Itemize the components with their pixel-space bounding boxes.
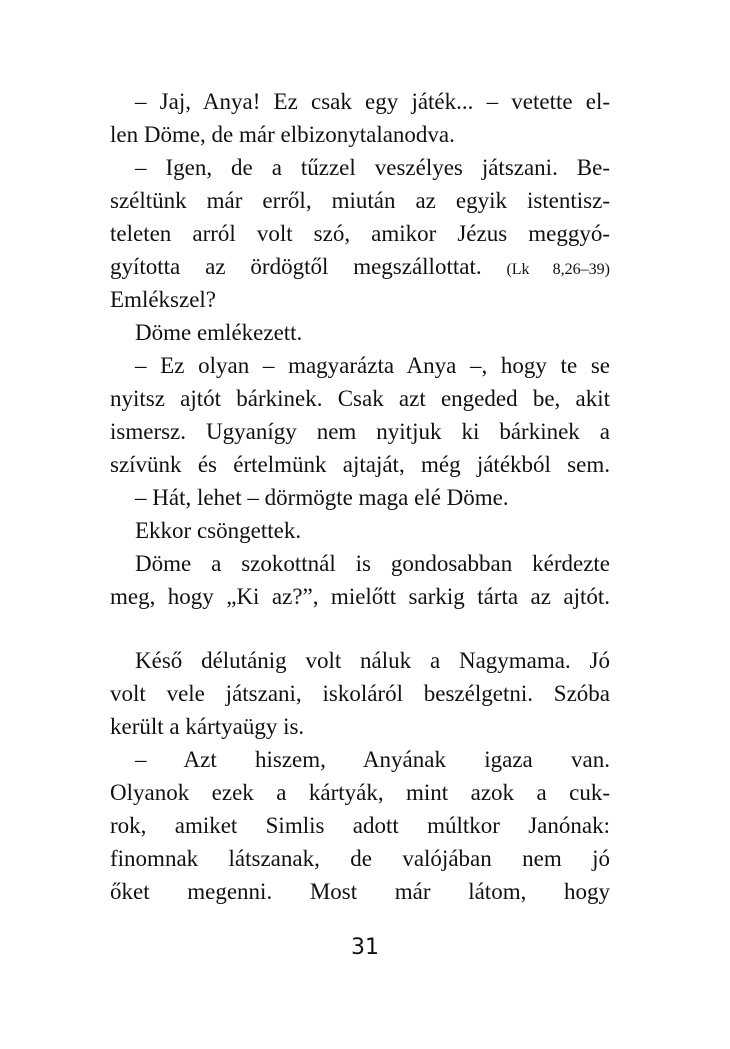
text-line: – Hát, lehet – dörmögte maga elé Döme. bbox=[135, 485, 509, 510]
bible-reference: (Lk 8,26–39) bbox=[506, 261, 610, 278]
text-line: teleten arról volt szó, amikor Jézus meggyó- bbox=[110, 221, 610, 246]
text-line: Döme emlékezett. bbox=[135, 320, 303, 345]
text-line-with-reference bbox=[110, 250, 610, 283]
text-line: meg, hogy „Ki az?”, mielőtt sarkig tárta az ajtót. bbox=[110, 584, 610, 609]
page-number: 31 bbox=[351, 935, 379, 960]
text-line: – Igen, de a tűzzel veszélyes játszani. Be- bbox=[135, 155, 610, 180]
text-line: ismersz. Ugyanígy nem nyitjuk ki bárkinek a bbox=[110, 419, 610, 444]
text-line: szívünk és értelmünk ajtaját, még játékból sem. bbox=[110, 452, 610, 477]
text-line: Késő délutánig volt náluk a Nagymama. Jó bbox=[135, 648, 610, 673]
text-line: – Ez olyan – magyarázta Anya –, hogy te se bbox=[135, 353, 610, 378]
text-line: széltünk már erről, miután az egyik istentisz- bbox=[110, 188, 610, 213]
text-line: Döme a szokottnál is gondosabban kérdezte bbox=[135, 551, 610, 576]
section-break bbox=[110, 613, 610, 644]
text-line: rok, amiket Simlis adott múltkor Janónak: bbox=[110, 813, 610, 838]
body-text bbox=[110, 85, 610, 908]
text-line: került a kártyaügy is. bbox=[110, 714, 305, 739]
text-line: nyitsz ajtót bárkinek. Csak azt engeded be, akit bbox=[110, 386, 610, 411]
text-line: finomnak látszanak, de valójában nem jó bbox=[110, 846, 610, 871]
text-line: – Jaj, Anya! Ez csak egy játék... – vetette el- bbox=[135, 89, 610, 114]
text-line-content: gyította az ördögtől megszállottat. bbox=[110, 254, 482, 279]
text-line: őket megenni. Most már látom, hogy bbox=[110, 879, 610, 904]
text-line: Olyanok ezek a kártyák, mint azok a cuk- bbox=[110, 780, 610, 805]
text-line: volt vele játszani, iskoláról beszélgetni. Szóba bbox=[110, 681, 610, 706]
text-line: Ekkor csöngettek. bbox=[135, 518, 302, 543]
text-line: – Azt hiszem, Anyának igaza van. bbox=[135, 747, 610, 772]
text-line: len Döme, de már elbizonytalanodva. bbox=[110, 122, 455, 147]
text-line: Emlékszel? bbox=[110, 287, 217, 312]
